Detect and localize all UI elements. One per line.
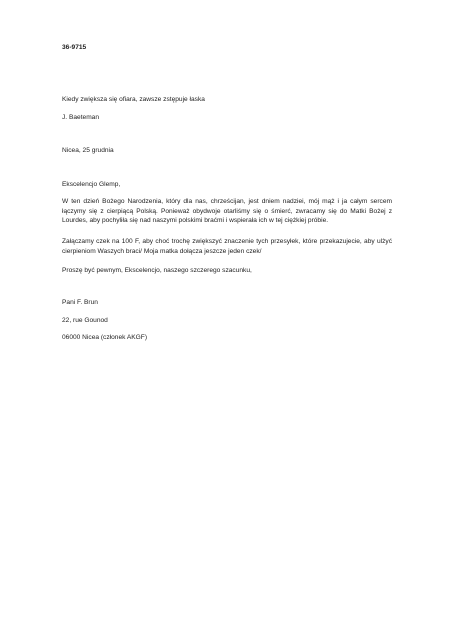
body-paragraph-1: W ten dzień Bożego Narodzenia, który dla nas, chrześcijan, jest dniem nadziei, mój mąż i ja całym sercem łączymy się z cierpiącą Polską. Ponieważ obydwoje otarliśmy się o śmierć, zwracamy się do Matki Bożej z Lourdes, aby pochyliła się nad naszymi polskimi braćmi i wspierała ich w tej ciężkiej próbie.: [62, 198, 392, 224]
signature-name: Pani F. Brun: [62, 299, 98, 306]
closing-paragraph: Proszę być pewnym, Ekscelencjo, naszego szczerego szacunku,: [62, 267, 252, 274]
body-paragraph-2: Załączamy czek na 100 F, aby choć trochę zwiększyć znaczenie tych przesyłek, które przekazujecie, aby ulżyć cierpieniom Waszych braci/ Moja matka dołącza jeszcze jeden czek/: [62, 238, 392, 255]
reference-number: 36-9715: [62, 44, 87, 51]
signature-city: 06000 Nicea (członek AKGF): [62, 334, 148, 341]
signature-street: 22, rue Gounod: [62, 317, 108, 324]
place-date: Nicea, 25 grudnia: [62, 147, 114, 154]
epigraph-author: J. Baeteman: [62, 114, 100, 121]
epigraph: Kiedy zwiększa się ofiara, zawsze zstępuje łaska: [62, 96, 205, 103]
salutation: Ekscelencjo Glemp,: [62, 181, 121, 188]
